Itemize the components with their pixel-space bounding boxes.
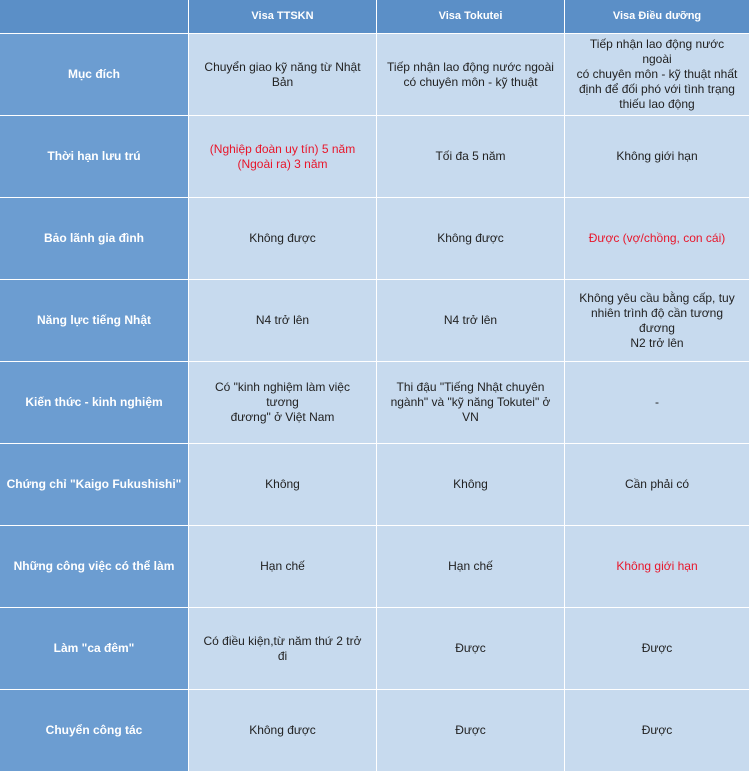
table-cell: N4 trở lên	[189, 280, 377, 362]
row-label-thoi-han-luu-tru: Thời hạn lưu trú	[0, 116, 189, 198]
table-cell: -	[565, 362, 750, 444]
table-cell: Tối đa 5 năm	[377, 116, 565, 198]
table-cell-highlight: Không giới hạn	[565, 526, 750, 608]
table-cell: Cần phải có	[565, 444, 750, 526]
table-cell: N4 trở lên	[377, 280, 565, 362]
table-cell: Có "kinh nghiệm làm việc tương đương" ở Việt Nam	[189, 362, 377, 444]
table-cell: Không được	[377, 198, 565, 280]
column-header-ttskn: Visa TTSKN	[189, 0, 377, 34]
table-cell: Không	[189, 444, 377, 526]
table-cell: Được	[377, 690, 565, 772]
row-label-cong-viec-co-the-lam: Những công việc có thể làm	[0, 526, 189, 608]
table-cell: Được	[565, 690, 750, 772]
table-cell-highlight: Được (vợ/chồng, con cái)	[565, 198, 750, 280]
row-label-chuyen-cong-tac: Chuyển công tác	[0, 690, 189, 772]
table-cell: Không giới hạn	[565, 116, 750, 198]
column-header-dieu-duong: Visa Điều dưỡng	[565, 0, 750, 34]
table-cell: Tiếp nhận lao động nước ngoài có chuyên môn - kỹ thuật	[377, 34, 565, 116]
table-cell: Không được	[189, 690, 377, 772]
table-cell: Không yêu cầu bằng cấp, tuy nhiên trình độ cần tương đương N2 trở lên	[565, 280, 750, 362]
row-label-ca-dem: Làm "ca đêm"	[0, 608, 189, 690]
table-cell: Hạn chế	[377, 526, 565, 608]
row-label-muc-dich: Mục đích	[0, 34, 189, 116]
table-cell: Không được	[189, 198, 377, 280]
row-label-bao-lanh-gia-dinh: Bảo lãnh gia đình	[0, 198, 189, 280]
table-cell: Được	[565, 608, 750, 690]
row-label-nang-luc-tieng-nhat: Năng lực tiếng Nhật	[0, 280, 189, 362]
table-cell: Chuyển giao kỹ năng từ Nhật Bản	[189, 34, 377, 116]
column-header-tokutei: Visa Tokutei	[377, 0, 565, 34]
table-cell: Có điều kiện,từ năm thứ 2 trở đi	[189, 608, 377, 690]
table-cell: Tiếp nhận lao động nước ngoài có chuyên môn - kỹ thuật nhất định để đối phó với tình trạng thiếu lao động	[565, 34, 750, 116]
table-corner-cell	[0, 0, 189, 34]
row-label-kien-thuc-kinh-nghiem: Kiến thức - kinh nghiệm	[0, 362, 189, 444]
table-cell-highlight: (Nghiệp đoàn uy tín) 5 năm (Ngoài ra) 3 năm	[189, 116, 377, 198]
row-label-chung-chi-kaigo: Chứng chỉ "Kaigo Fukushishi"	[0, 444, 189, 526]
table-cell: Không	[377, 444, 565, 526]
table-cell: Hạn chế	[189, 526, 377, 608]
table-cell: Thi đậu "Tiếng Nhật chuyên ngành" và "kỹ năng Tokutei" ở VN	[377, 362, 565, 444]
table-cell: Được	[377, 608, 565, 690]
